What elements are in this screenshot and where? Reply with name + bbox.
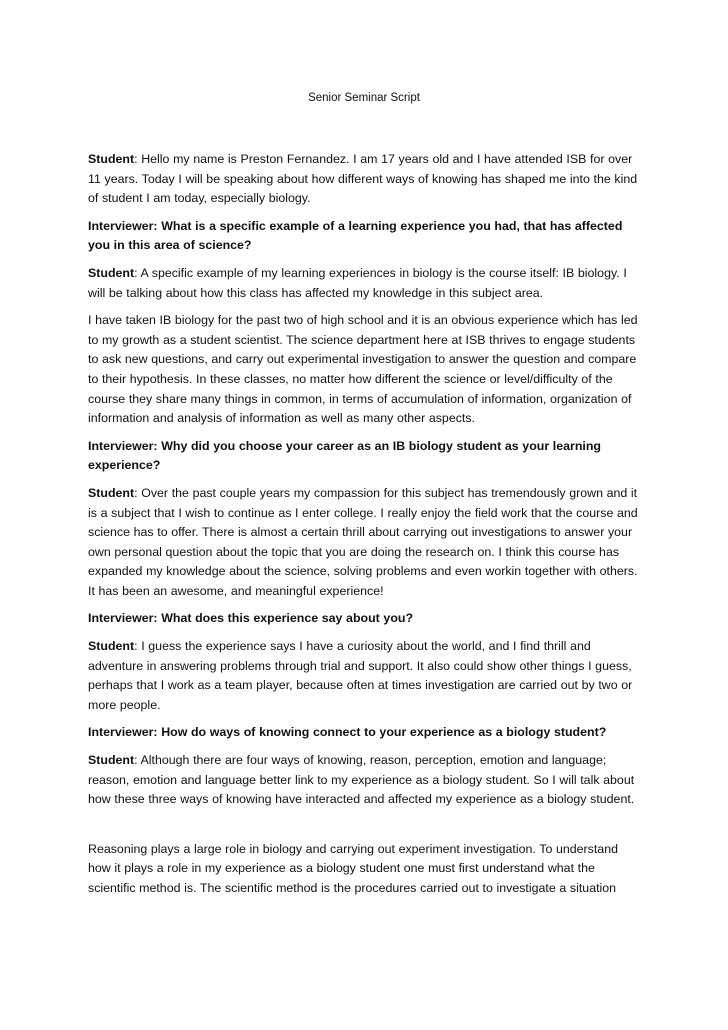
paragraph-student-intro xyxy=(88,150,644,209)
document-body xyxy=(88,150,644,907)
paragraph-body: I have taken IB biology for the past two of high school and it is an obvious experience which has led to my growth as a student scientist. The science department here at ISB thrives to engage students to ask new questions, and carry out experimental investigation to answer the question and compare to their hypothesis. In these classes, no matter how different the science or level/difficulty of the course they share many things in common, in terms of accumulation of information, organization of information and analysis of information as well as many other aspects. xyxy=(88,313,638,426)
paragraph-student-answer xyxy=(88,751,644,810)
paragraph-text: : A specific example of my learning experiences in biology is the course itself: IB biology. I will be talking about how this class has affected my knowledge in this subject area. xyxy=(88,265,627,300)
document-title: Senior Seminar Script xyxy=(308,92,420,104)
paragraph-text: : Although there are four ways of knowing, reason, perception, emotion and language; reason, emotion and language better link to my experience as a biology student. So I will talk about how these three ways of knowing have interacted and affected my experience as a biology student. xyxy=(88,753,635,807)
interviewer-question: Interviewer: Why did you choose your career as an IB biology student as your learning experience? xyxy=(88,438,602,473)
paragraph-student-answer xyxy=(88,484,644,602)
speaker-label: Student xyxy=(88,265,135,280)
paragraph-text: : I guess the experience says I have a curiosity about the world, and I find thrill and adventure in answering problems through trial and support. It also could show other things I guess, perhaps that I work as a team player, because often at times investigation are carried out by two or more people. xyxy=(88,639,633,712)
paragraph-student-answer xyxy=(88,264,644,303)
paragraph-text: : Over the past couple years my compassion for this subject has tremendously grown and it is a subject that I wish to continue as I enter college. I really enjoy the field work that the course and science has to offer. There is almost a certain thrill about carrying out investigations to answer your own personal question about the topic that you are doing the research on. I think this course has expanded my knowledge about the science, solving problems and even workin together with others. It has been an awesome, and meaningful experience! xyxy=(88,485,638,598)
speaker-label: Student xyxy=(88,753,135,768)
speaker-label: Student xyxy=(88,639,135,654)
paragraph-student-answer xyxy=(88,637,644,715)
paragraph-body: Reasoning plays a large role in biology and carrying out experiment investigation. To understand how it plays a role in my experience as a biology student one must first understand what the scientific method is. The scientific method is the procedures carried out to investigate a situation xyxy=(88,841,618,895)
paragraph-text: : Hello my name is Preston Fernandez. I am 17 years old and I have attended ISB for over 11 years. Today I will be speaking about how different ways of knowing has shaped me into the kind of student I am today, especially biology. xyxy=(88,152,638,206)
interviewer-question: Interviewer: What does this experience say about you? xyxy=(88,611,414,626)
interviewer-question: Interviewer: What is a specific example of a learning experience you had, that has affected you in this area of science? xyxy=(88,218,623,253)
interviewer-question: Interviewer: How do ways of knowing connect to your experience as a biology student? xyxy=(88,725,607,740)
speaker-label: Student xyxy=(88,485,135,500)
speaker-label: Student xyxy=(88,152,135,166)
